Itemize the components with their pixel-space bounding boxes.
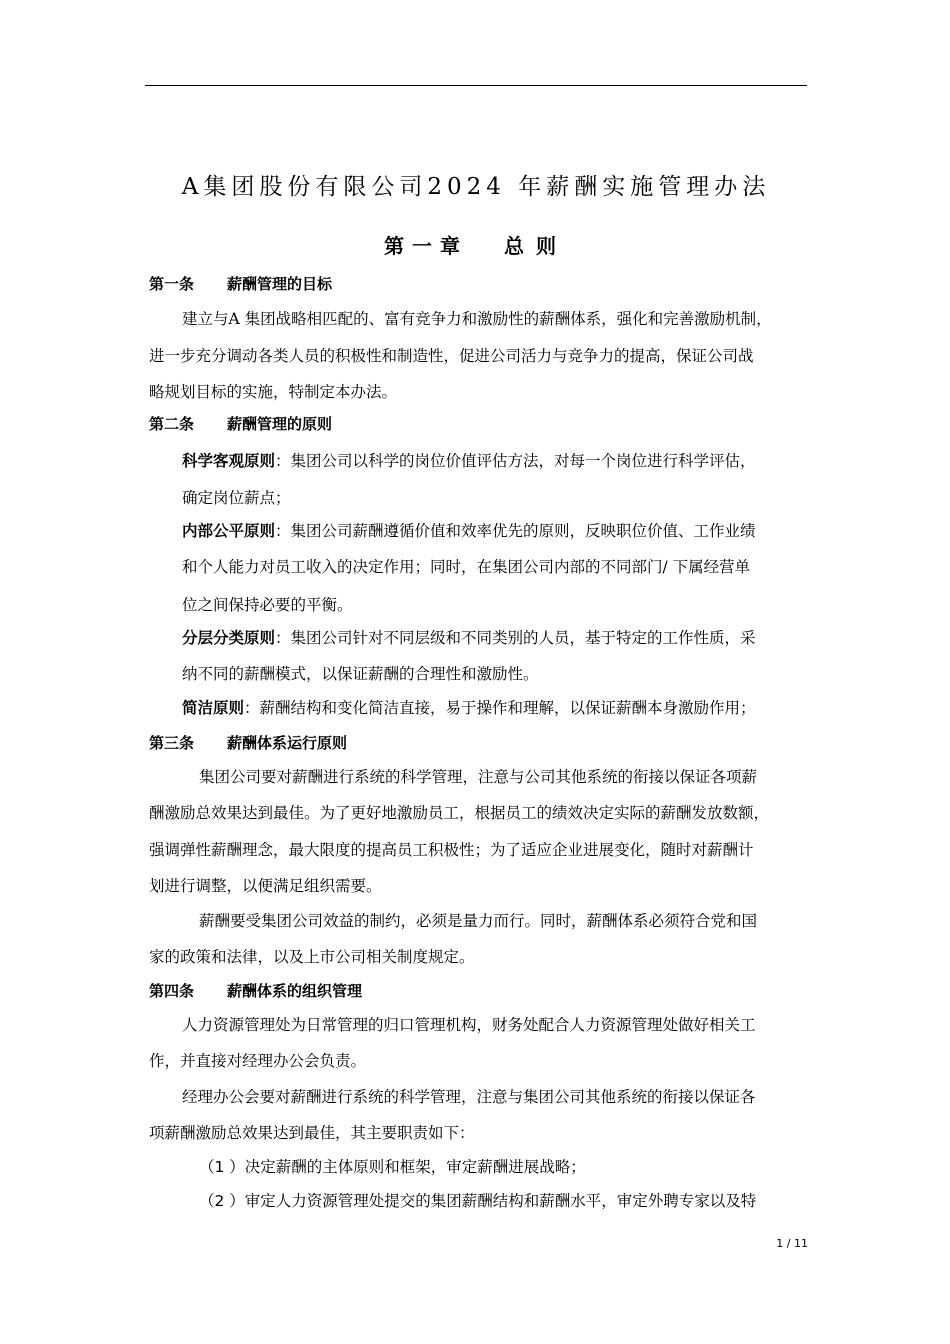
principle-simple: 简洁原则：薪酬结构和变化简洁直接，易于操作和理解，以保证薪酬本身激励作用； <box>182 699 756 717</box>
principle-text: 集团公司针对不同层级和不同类别的人员，基于特定的工作性质，采 <box>290 629 756 647</box>
paragraph-line: 家的政策和法律，以及上市公司相关制度规定。 <box>149 948 475 966</box>
list-item-number: （2 ） <box>199 1192 245 1210</box>
principle-label: 科学客观原则 <box>182 452 276 470</box>
article-number: 第二条 <box>149 415 195 433</box>
page-number: 1 / 11 <box>776 1237 808 1250</box>
article-1-heading <box>149 273 332 294</box>
paragraph-line: 经理办公会要对薪酬进行系统的科学管理，注意与集团公司其他系统的衔接以保证各 <box>182 1088 756 1106</box>
article-3-heading <box>149 732 347 753</box>
paragraph-line: 确定岗位薪点； <box>182 489 291 507</box>
paragraph-line: 作，并直接对经理办公会负责。 <box>149 1052 367 1070</box>
list-item-text: 审定人力资源管理处提交的集团薪酬结构和薪酬水平，审定外聘专家以及特 <box>244 1192 757 1210</box>
principle-label: 简洁原则 <box>182 699 245 717</box>
article-title: 薪酬体系运行原则 <box>227 734 348 752</box>
principle-text: 薪酬结构和变化简洁直接，易于操作和理解，以保证薪酬本身激励作用； <box>259 699 756 717</box>
article-number: 第三条 <box>149 734 195 752</box>
principle-fairness: 内部公平原则：集团公司薪酬遵循价值和效率优先的原则，反映职位价值、工作业绩 <box>182 522 756 540</box>
article-number: 第一条 <box>149 275 195 293</box>
article-title: 薪酬管理的原则 <box>227 415 333 433</box>
article-title: 薪酬体系的组织管理 <box>227 982 363 1000</box>
list-item-text: 决定薪酬的主体原则和框架，审定薪酬进展战略； <box>244 1158 586 1176</box>
chapter-name: 总则 <box>504 234 568 258</box>
paragraph-line: 纳不同的薪酬模式，以保证薪酬的合理性和激励性。 <box>182 665 539 683</box>
principle-text: 集团公司薪酬遵循价值和效率优先的原则，反映职位价值、工作业绩 <box>290 522 756 540</box>
article-4-heading <box>149 980 362 1001</box>
document-title: A集团股份有限公司2024 年薪酬实施管理办法 <box>181 174 771 200</box>
header-rule <box>145 85 807 86</box>
paragraph-line: 和个人能力对员工收入的决定作用；同时，在集团公司内部的不同部门/ 下属经营单 <box>182 558 751 576</box>
list-item <box>199 1189 756 1211</box>
paragraph-line: 略规划目标的实施，特制定本办法。 <box>149 383 398 401</box>
paragraph-line: 位之间保持必要的平衡。 <box>182 596 353 614</box>
paragraph-line: 酬激励总效果达到最佳。为了更好地激励员工，根据员工的绩效决定实际的薪酬发放数额， <box>149 804 770 822</box>
paragraph-line: 进一步充分调动各类人员的积极性和制造性，促进公司活力与竞争力的提高，保证公司战 <box>149 347 754 365</box>
paragraph-line: 项薪酬激励总效果达到最佳，其主要职责如下： <box>149 1124 475 1142</box>
paragraph-line: 人力资源管理处为日常管理的归口管理机构，财务处配合人力资源管理处做好相关工 <box>182 1016 756 1034</box>
chapter-number: 第一章 <box>384 234 468 258</box>
article-number: 第四条 <box>149 982 195 1000</box>
principle-text: 集团公司以科学的岗位价值评估方法，对每一个岗位进行科学评估， <box>290 452 756 470</box>
paragraph-line: 划进行调整，以便满足组织需要。 <box>149 877 382 895</box>
list-item-number: （1 ） <box>199 1158 245 1176</box>
paragraph-line: 薪酬要受集团公司效益的制约，必须是量力而行。同时，薪酬体系必须符合党和国 <box>199 912 758 930</box>
list-item <box>199 1155 586 1177</box>
paragraph-line: 集团公司要对薪酬进行系统的科学管理，注意与公司其他系统的衔接以保证各项薪 <box>199 768 758 786</box>
principle-label: 内部公平原则 <box>182 522 276 540</box>
article-title: 薪酬管理的目标 <box>227 275 333 293</box>
chapter-heading <box>145 230 807 259</box>
article-2-heading <box>149 413 332 434</box>
principle-scientific: 科学客观原则：集团公司以科学的岗位价值评估方法，对每一个岗位进行科学评估， <box>182 452 756 470</box>
principle-layered: 分层分类原则：集团公司针对不同层级和不同类别的人员，基于特定的工作性质，采 <box>182 629 756 647</box>
principle-label: 分层分类原则 <box>182 629 276 647</box>
paragraph-line: 强调弹性薪酬理念，最大限度的提高员工积极性；为了适应企业进展变化，随时对薪酬计 <box>149 841 754 859</box>
paragraph-line: 建立与A 集团战略相匹配的、富有竞争力和激励性的薪酬体系，强化和完善激励机制， <box>182 310 772 328</box>
